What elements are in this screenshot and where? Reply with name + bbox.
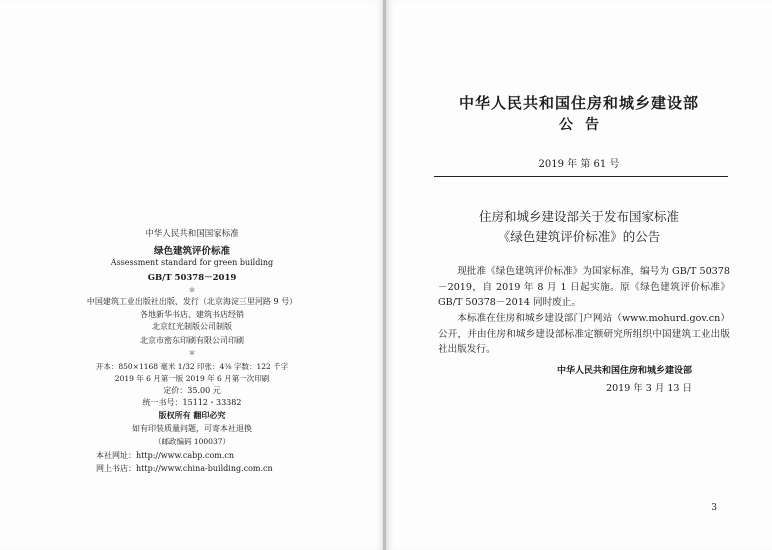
online-bookstore-url: http://www.china-building.com.cn <box>136 464 273 473</box>
announcement-number: 2019 年 第 61 号 <box>538 159 620 170</box>
online-bookstore-label: 网上书店： <box>96 464 136 473</box>
page-number: 3 <box>711 503 717 513</box>
publisher-website-url: http://www.cabp.com.cn <box>136 451 235 460</box>
colophon-line: Assessment standard for green building <box>110 258 274 267</box>
announcement-page <box>386 0 772 550</box>
colophon-line: GB/T 50378－2019 <box>147 273 237 283</box>
colophon-line: 绿色建筑评价标准 <box>153 246 230 257</box>
announcement-title-line2: 《绿色建筑评价标准》的公告 <box>497 229 661 244</box>
colophon-line: 版权所有 翻印必究 <box>158 410 226 420</box>
colophon-line: ＊ <box>188 349 196 357</box>
colophon-line: ＊ <box>188 286 196 294</box>
publisher-website-line <box>96 450 234 461</box>
colophon-line: 定价：35.00 元 <box>163 386 221 395</box>
announcement-paragraph-1: 现批准《绿色建筑评价标准》为国家标准，编号为 GB/T 50378－2019，自 2019 年 8 月 1 日起实施。原《绿色建筑评价标准》GB/T 50378－2014 同时废止。 <box>438 266 730 308</box>
colophon-line: （邮政编码 100037） <box>153 437 230 446</box>
colophon-line: 如有印装质量问题，可寄本社退换 <box>132 424 252 433</box>
colophon-line: 中华人民共和国国家标准 <box>145 229 239 239</box>
colophon-page <box>0 0 384 550</box>
online-bookstore-line <box>96 463 273 474</box>
colophon-line: 统一书号：15112・33382 <box>142 398 242 407</box>
colophon-line: 北京市密东印刷有限公司印刷 <box>140 336 244 345</box>
issue-date: 2019 年 3 月 13 日 <box>606 383 692 394</box>
publisher-website-label: 本社网址： <box>96 451 136 460</box>
announcement-heading: 公告 <box>559 117 611 133</box>
colophon-line: 各地新华书店、建筑书店经销 <box>140 310 244 319</box>
ministry-heading: 中华人民共和国住房和城乡建设部 <box>458 94 699 112</box>
colophon-line: 开本：850×1168 毫米 1/32 印张：4⅜ 字数：122 千字 <box>95 362 289 371</box>
colophon-line: 2019 年 6 月第一版 2019 年 6 月第一次印刷 <box>114 374 270 383</box>
heading-divider <box>434 176 728 177</box>
colophon-line: 中国建筑工业出版社出版、发行（北京海淀三里河路 9 号） <box>86 297 298 306</box>
announcement-title-line1: 住房和城乡建设部关于发布国家标准 <box>478 209 679 224</box>
announcement-paragraph-2: 本标准在住房和城乡建设部门户网站（www.mohurd.gov.cn）公开，并由住房和城乡建设部标准定额研究所组织中国建筑工业出版社出版发行。 <box>438 313 730 355</box>
issuer-signature: 中华人民共和国住房和城乡建设部 <box>556 366 692 376</box>
colophon-line: 北京红光制版公司制版 <box>152 322 232 331</box>
